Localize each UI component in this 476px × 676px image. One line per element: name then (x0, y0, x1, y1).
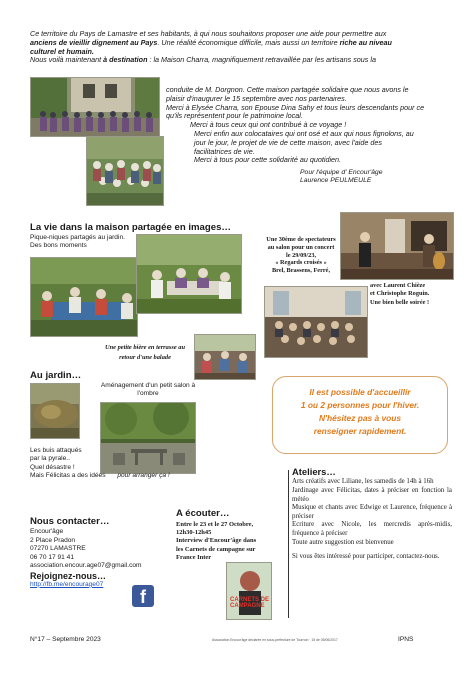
picnic-photo-left (30, 257, 138, 337)
caption-salon: Aménagement d'un petit salon à l'ombre (100, 382, 196, 398)
contact-org: Encour'âge (30, 528, 64, 536)
atelier-invite: Si vous êtes intéressé pour participer, contactez-nous. (292, 553, 440, 561)
podcast-cover (226, 562, 272, 620)
group-photo-house (30, 77, 160, 137)
section-title-ateliers: Ateliers… (292, 466, 336, 477)
contact-phone[interactable]: 06 70 17 91 41 (30, 553, 74, 561)
facebook-icon[interactable]: f (132, 585, 154, 607)
atelier-arts: Arts créatifs avec Liliane, les samedis de 14h à 16h (292, 478, 434, 486)
concert-caption: Une 30ème de spectateurs au salon pour un concert le 29/09/23, « Regards croisés » Brel, Brassens, Ferré, (266, 236, 336, 275)
concert-photo-musicians (340, 212, 454, 280)
section-title-jardin: Au jardin… (30, 370, 82, 381)
footer-ipns: IPNS (398, 636, 414, 643)
footer-legal: Association Encour'âge déclarée en sous-préfecture de Tournon · 15 de 05/06/2017 (212, 638, 338, 642)
thanks-text: conduite de M. Dorgnon. Cette maison partagée solidaire que nous avons le plaisir d'inaugurer le 15 septembre avec nos partenaires. Merci à Elysée Charra, son Epouse Dina Sahy et tous leurs descendants pour ce qu'ils représentent pour le patrimoine local. Merci à tous ceux qui ont contribué à ce voyage ! Merci enfin aux colocataires qui ont osé et aux qui nous fignolons, au jour le jour, le projet de vie de cette maison, avec l'aide des facilitatrices de vie. Merci à tous pour cette solidarité au quotidien. (166, 85, 425, 165)
contact-section (30, 518, 180, 589)
issue-number: N°17 – Septembre 2023 (30, 636, 101, 643)
section-title-contact: Nous contacter… (30, 516, 110, 527)
crowd-photo-garden (86, 136, 164, 206)
facebook-link[interactable]: http://fb.me/encourage07 (30, 580, 104, 588)
terrace-photo (194, 334, 256, 380)
caption-picnic: Pique-niques partagés au jardin. Des bons moments (30, 234, 125, 250)
signature: Pour l'équipe d' Encour'âge Laurence PEULMEULE (300, 169, 383, 185)
intro-text: Ce territoire du Pays de Lamastre et ses habitants, à qui nous souhaitons proposer une aide pour permettre aux anciens de vieillir dignement au Pays. Une réalité économique difficile, mais aussi un territoire riche au niveau culturel et humain. Nous voilà maintenant à destination : la Maison Charra, magnifiquement retravaillée par les artisans sous la (30, 29, 392, 65)
section-title-ecouter: A écouter… (176, 508, 230, 519)
join-title: Rejoignez-nous… (30, 571, 106, 582)
boxwood-photo (30, 383, 80, 439)
contact-email[interactable]: association.encour.age07@gmail.com (30, 562, 142, 570)
podcast-cover-title: CARNETS DE CAMPAGNE (230, 597, 270, 610)
atelier-jardinage: Jardinage avec Félicitas, dates à préciser en fonction la météo (292, 487, 452, 503)
atelier-musique: Musique et chants avec Edwige et Laurence, fréquence à préciser (292, 504, 452, 520)
winter-availability-box: Il est possible d'accueillir 1 ou 2 personnes pour l'hiver. N'hésitez pas à vous renseigner rapidement. (272, 376, 448, 454)
concert-caption-musicians: avec Laurent Chièze et Christophe Roguin. Une bien belle soirée ! (370, 282, 430, 306)
contact-address-2: 07270 LAMASTRE (30, 545, 86, 553)
ateliers-section (292, 468, 452, 562)
ecouter-text: Entre le 23 et le 27 Octobre, 12h30-12h45 Interview d'Encour'âge dans les Carnets de campagne sur France Inter (176, 521, 257, 561)
caption-terrace: Une petite bière en terrasse au retour d'une balade (104, 344, 186, 361)
ateliers-divider (288, 470, 289, 618)
picnic-photo-right (136, 234, 242, 314)
contact-address-1: 2 Place Pradon (30, 536, 76, 544)
section-title-vie: La vie dans la maison partagée en images… (30, 222, 232, 233)
concert-photo-audience (264, 286, 368, 358)
atelier-ecriture: Ecriture avec Nicole, les mercredis après-midis, fréquence à préciser (292, 521, 452, 537)
atelier-suggestion: Toute autre suggestion est bienvenue (292, 538, 394, 546)
caption-boxwood: Les buis attaqués par la pyrale.. Quel désastre ! Mais Félicitas a des idées pour arranger ça ! (30, 447, 170, 480)
